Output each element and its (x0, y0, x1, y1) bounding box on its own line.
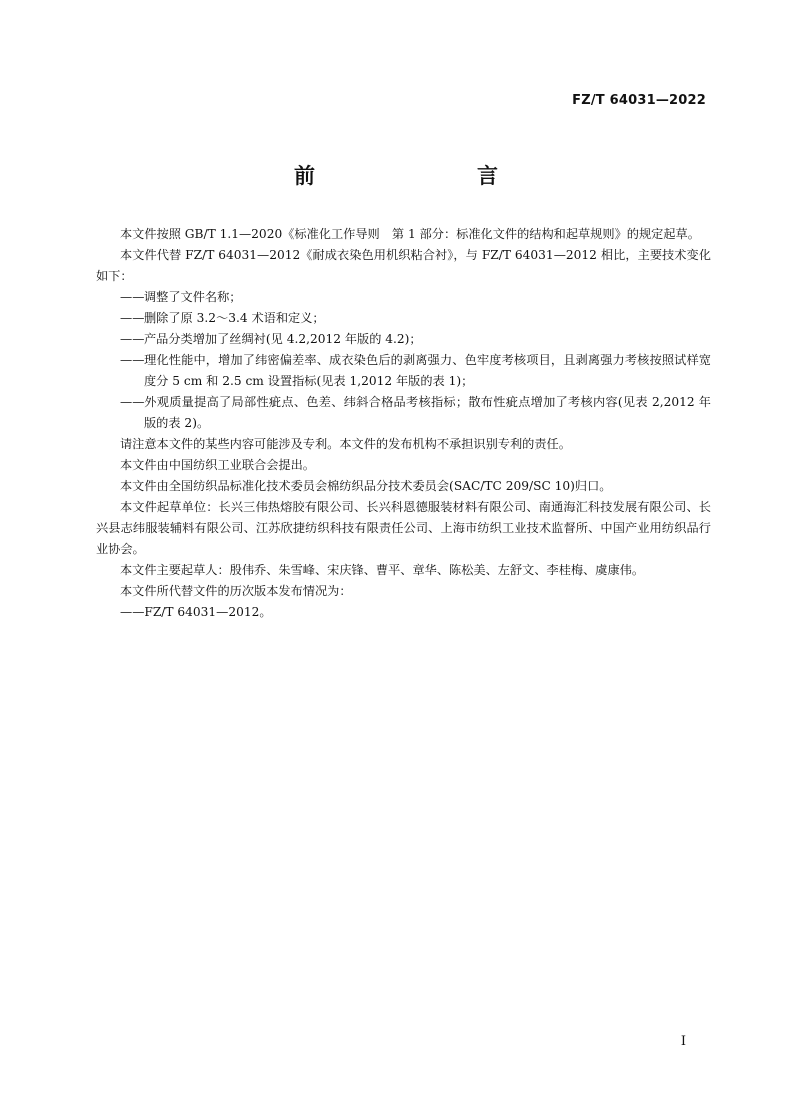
paragraph-patent-notice: 请注意本文件的某些内容可能涉及专利。本文件的发布机构不承担识别专利的责任。 (120, 437, 571, 451)
paragraph-history-intro: 本文件所代替文件的历次版本发布情况为： (120, 584, 352, 598)
list-item-text: 理化性能中，增加了纬密偏差率、成衣染色后的剥离强力、色牢度考核项目，且剥离强力考核按照试样宽度分 5 cm 和 2.5 cm 设置指标(见表 1,2012 年版的表 1)； (144, 353, 711, 388)
dash-marker: —— (120, 311, 145, 325)
paragraph-replaces: 本文件代替 FZ/T 64031—2012《耐成衣染色用机织粘合衬》，与 FZ/T 64031—2012 相比，主要技术变化如下： (96, 248, 711, 283)
page-title: 前 言 (294, 164, 538, 188)
history-item (96, 602, 711, 623)
dash-marker: —— (120, 332, 145, 346)
paragraph-centralized-by: 本文件由全国纺织品标准化技术委员会棉纺织品分技术委员会(SAC/TC 209/SC 10)归口。 (120, 479, 612, 493)
dash-marker: —— (120, 395, 145, 409)
dash-marker: —— (120, 290, 145, 304)
dash-marker: —— (120, 353, 145, 367)
dash-marker: —— (120, 605, 145, 619)
page-number: I (680, 1034, 686, 1049)
paragraph-drafting-rules: 本文件按照 GB/T 1.1—2020《标准化工作导则 第 1 部分：标准化文件的结构和起草规则》的规定起草。 (120, 227, 700, 241)
list-item (96, 308, 711, 329)
list-item (96, 350, 711, 392)
list-item-text: 产品分类增加了丝绸衬(见 4.2,2012 年版的 4.2)； (144, 332, 422, 346)
list-item-text: 调整了文件名称； (144, 290, 242, 304)
foreword-body (96, 224, 711, 623)
list-item (96, 329, 711, 350)
list-item-text: 删除了原 3.2～3.4 术语和定义； (144, 311, 325, 325)
standard-code: FZ/T 64031—2022 (572, 93, 706, 108)
history-item-text: FZ/T 64031—2012。 (144, 605, 272, 619)
paragraph-drafting-units: 本文件起草单位：长兴三伟热熔胶有限公司、长兴科恩德服装材料有限公司、南通海汇科技发展有限公司、长兴县志纬服装辅料有限公司、江苏欣捷纺织科技有限责任公司、上海市纺织工业技术监督所、中国产业用纺织品行业协会。 (96, 500, 711, 556)
paragraph-proposed-by: 本文件由中国纺织工业联合会提出。 (120, 458, 315, 472)
list-item (96, 392, 711, 434)
list-item-text: 外观质量提高了局部性疵点、色差、纬斜合格品考核指标；散布性疵点增加了考核内容(见表 2,2012 年版的表 2)。 (144, 395, 711, 430)
list-item (96, 287, 711, 308)
paragraph-drafters: 本文件主要起草人：殷伟乔、朱雪峰、宋庆锋、曹平、章华、陈松美、左舒文、李桂梅、虞康伟。 (120, 563, 645, 577)
